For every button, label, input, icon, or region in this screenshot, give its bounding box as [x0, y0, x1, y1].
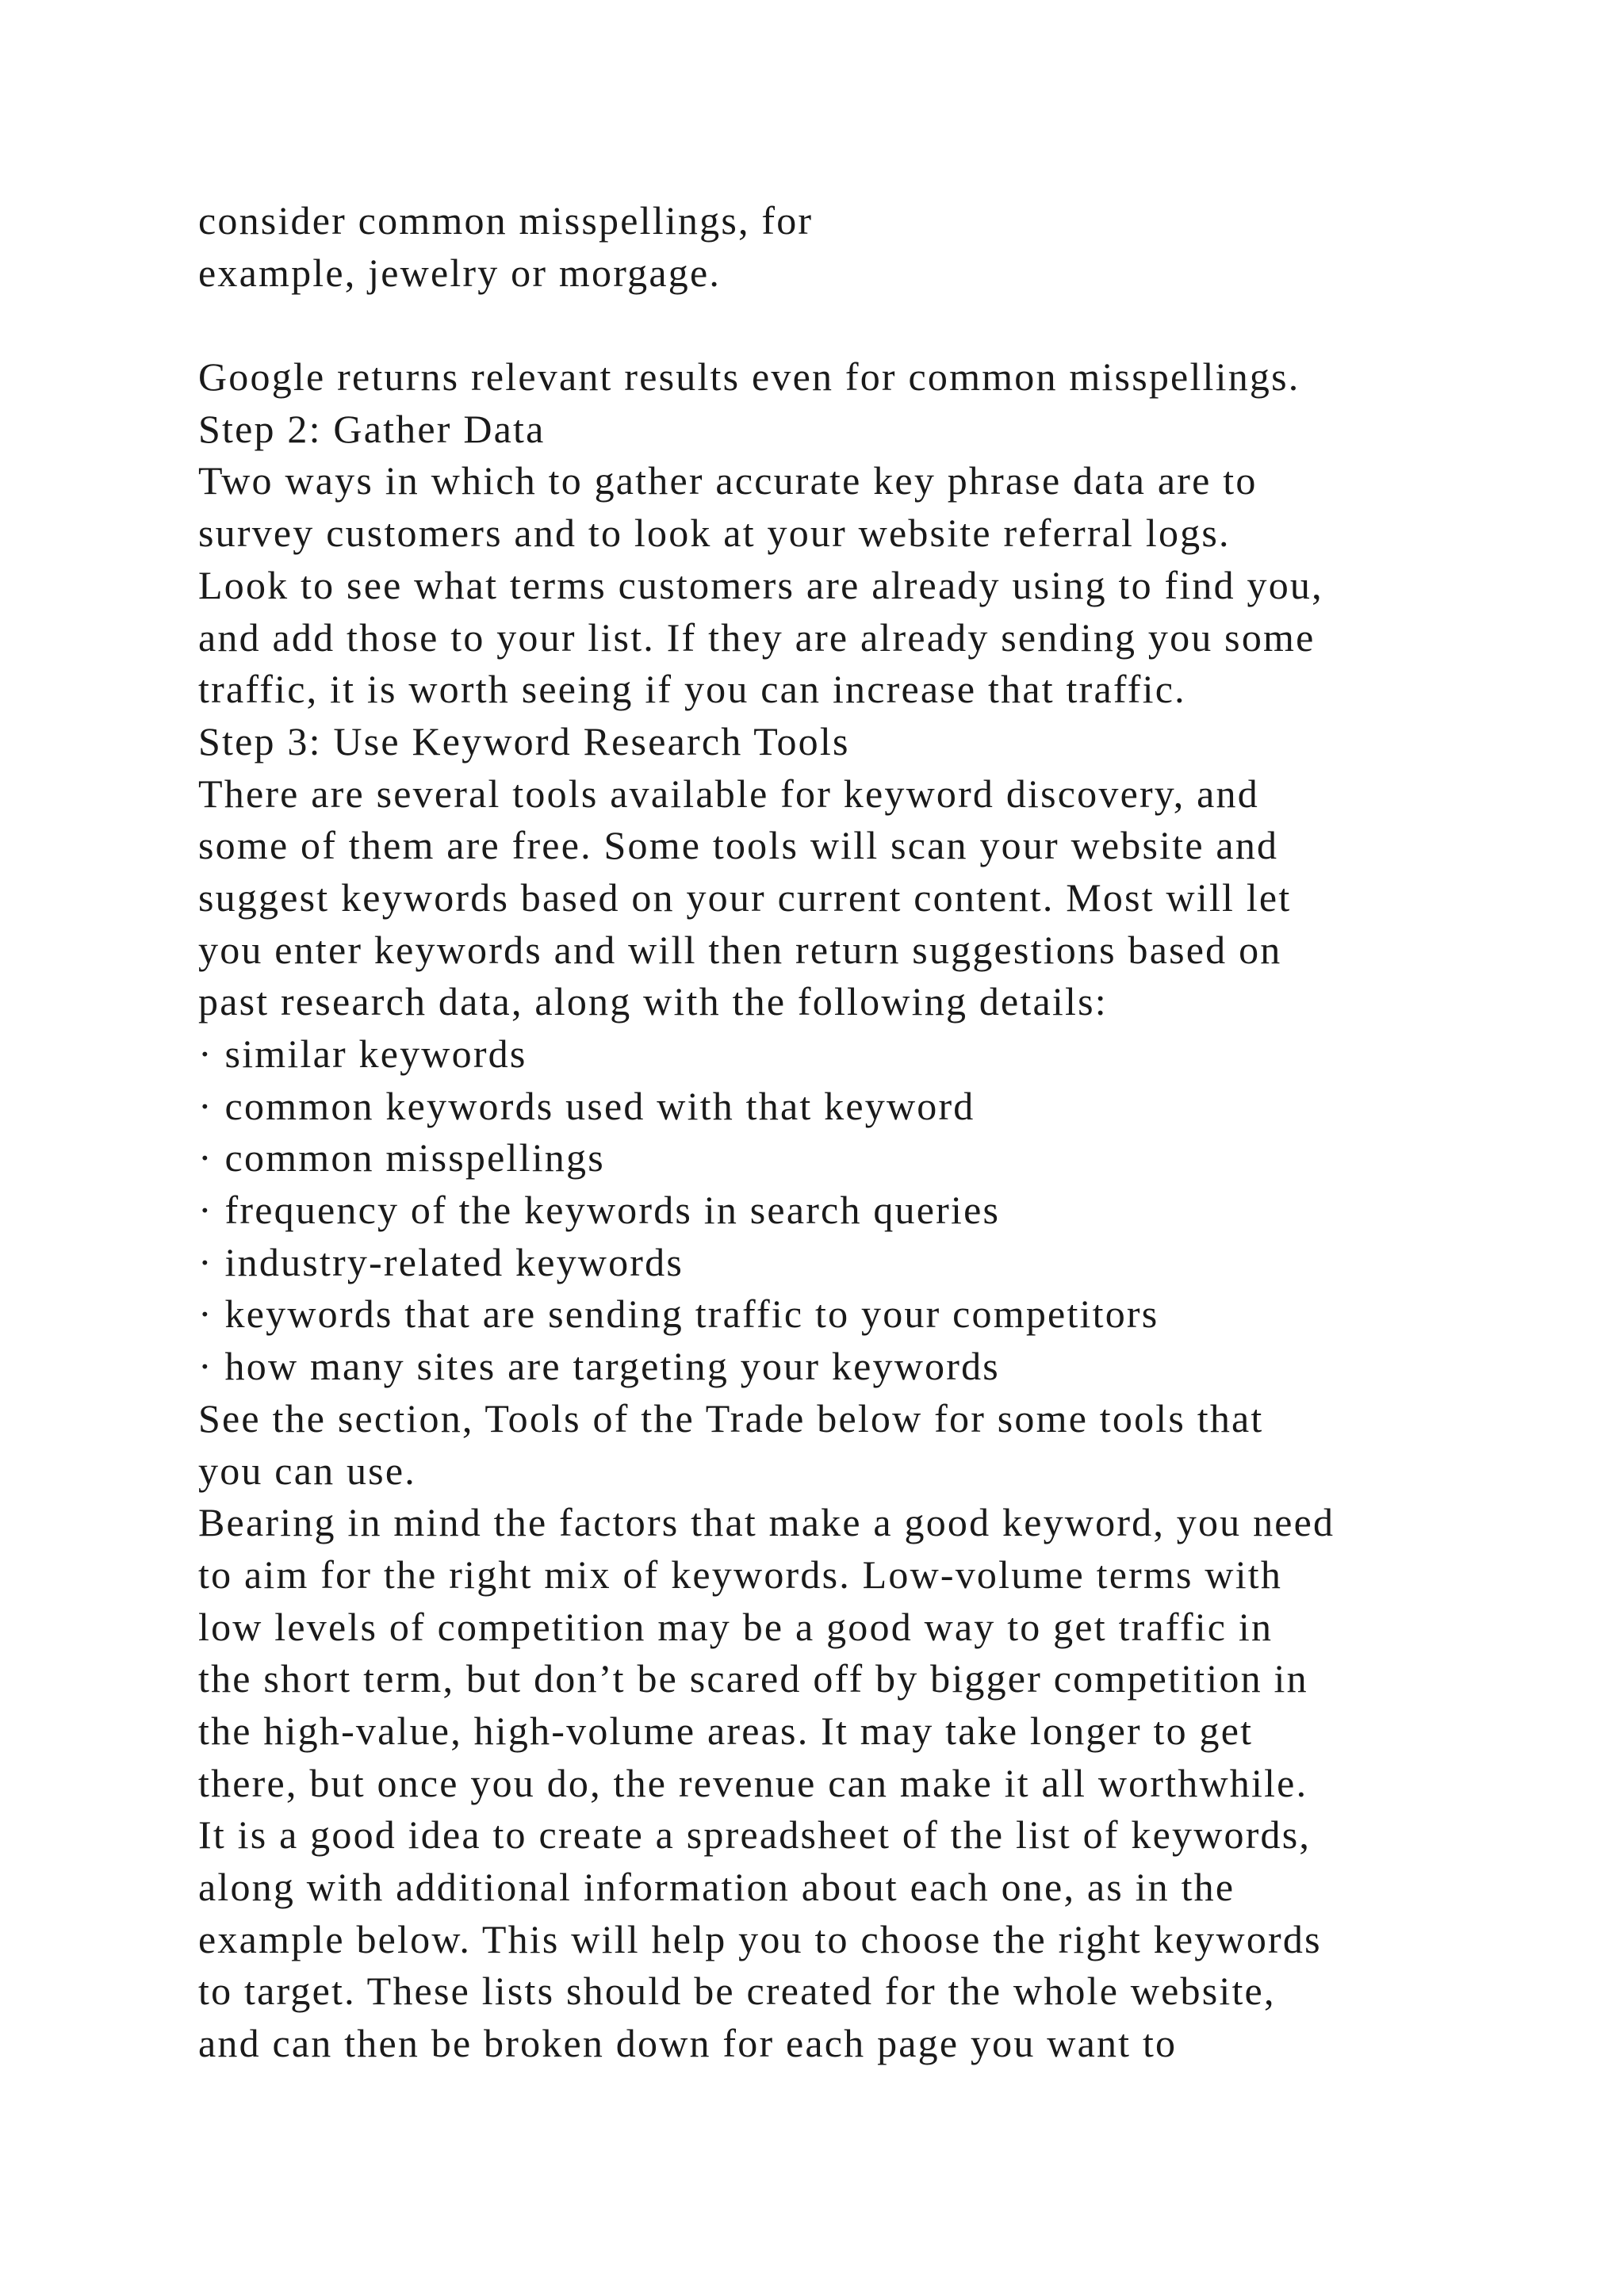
bullet-item: · keywords that are sending traffic to your competitors: [198, 1292, 1159, 1337]
section-heading-step-3: Step 3: Use Keyword Research Tools: [198, 718, 850, 763]
text-line: to aim for the right mix of keywords. Low-volume terms with: [198, 1552, 1283, 1597]
text-line: traffic, it is worth seeing if you can increase that traffic.: [198, 667, 1186, 712]
text-line: you enter keywords and will then return suggestions based on: [198, 927, 1282, 972]
text-line: survey customers and to look at your website referral logs.: [198, 511, 1231, 556]
text-line: It is a good idea to create a spreadsheet of the list of keywords,: [198, 1812, 1312, 1858]
text-line: example below. This will help you to choose the right keywords: [198, 1916, 1322, 1961]
text-line: Google returns relevant results even for common misspellings.: [198, 354, 1300, 400]
text-line: suggest keywords based on your current content. Most will let: [198, 874, 1292, 920]
text-line: Look to see what terms customers are already using to find you,: [198, 562, 1323, 607]
paragraph-gap: [198, 299, 1546, 351]
text-line: Bearing in mind the factors that make a good keyword, you need: [198, 1500, 1335, 1545]
bullet-item: · frequency of the keywords in search queries: [198, 1188, 1001, 1233]
bullet-item: · industry-related keywords: [198, 1239, 684, 1284]
text-line: low levels of competition may be a good way to get traffic in: [198, 1604, 1274, 1649]
text-line: some of them are free. Some tools will scan your website and: [198, 823, 1279, 868]
text-line: past research data, along with the following details:: [198, 979, 1108, 1024]
bullet-item: · common misspellings: [198, 1135, 605, 1181]
text-line: There are several tools available for keyword discovery, and: [198, 771, 1259, 816]
text-line: example, jewelry or morgage.: [198, 250, 722, 295]
bullet-item: · similar keywords: [198, 1031, 527, 1076]
text-line: and can then be broken down for each page you want to: [198, 2021, 1178, 2066]
text-line: along with additional information about each one, as in the: [198, 1865, 1235, 1909]
document-body: [198, 195, 1546, 2070]
text-line: Two ways in which to gather accurate key phrase data are to: [198, 458, 1258, 503]
text-line: to target. These lists should be created for the whole website,: [198, 1969, 1276, 2014]
text-line: you can use.: [198, 1448, 416, 1493]
text-line: and add those to your list. If they are already sending you some: [198, 614, 1316, 660]
text-line: See the section, Tools of the Trade below for some tools that: [198, 1395, 1264, 1441]
text-line: consider common misspellings, for: [198, 198, 814, 243]
text-line: the high-value, high-volume areas. It may take longer to get: [198, 1708, 1254, 1753]
bullet-item: · common keywords used with that keyword: [198, 1083, 975, 1128]
text-line: there, but once you do, the revenue can make it all worthwhile.: [198, 1760, 1308, 1805]
section-heading-step-2: Step 2: Gather Data: [198, 406, 546, 451]
bullet-item: · how many sites are targeting your keywords: [198, 1344, 1000, 1389]
text-line: the short term, but don’t be scared off by bigger competition in: [198, 1656, 1308, 1701]
